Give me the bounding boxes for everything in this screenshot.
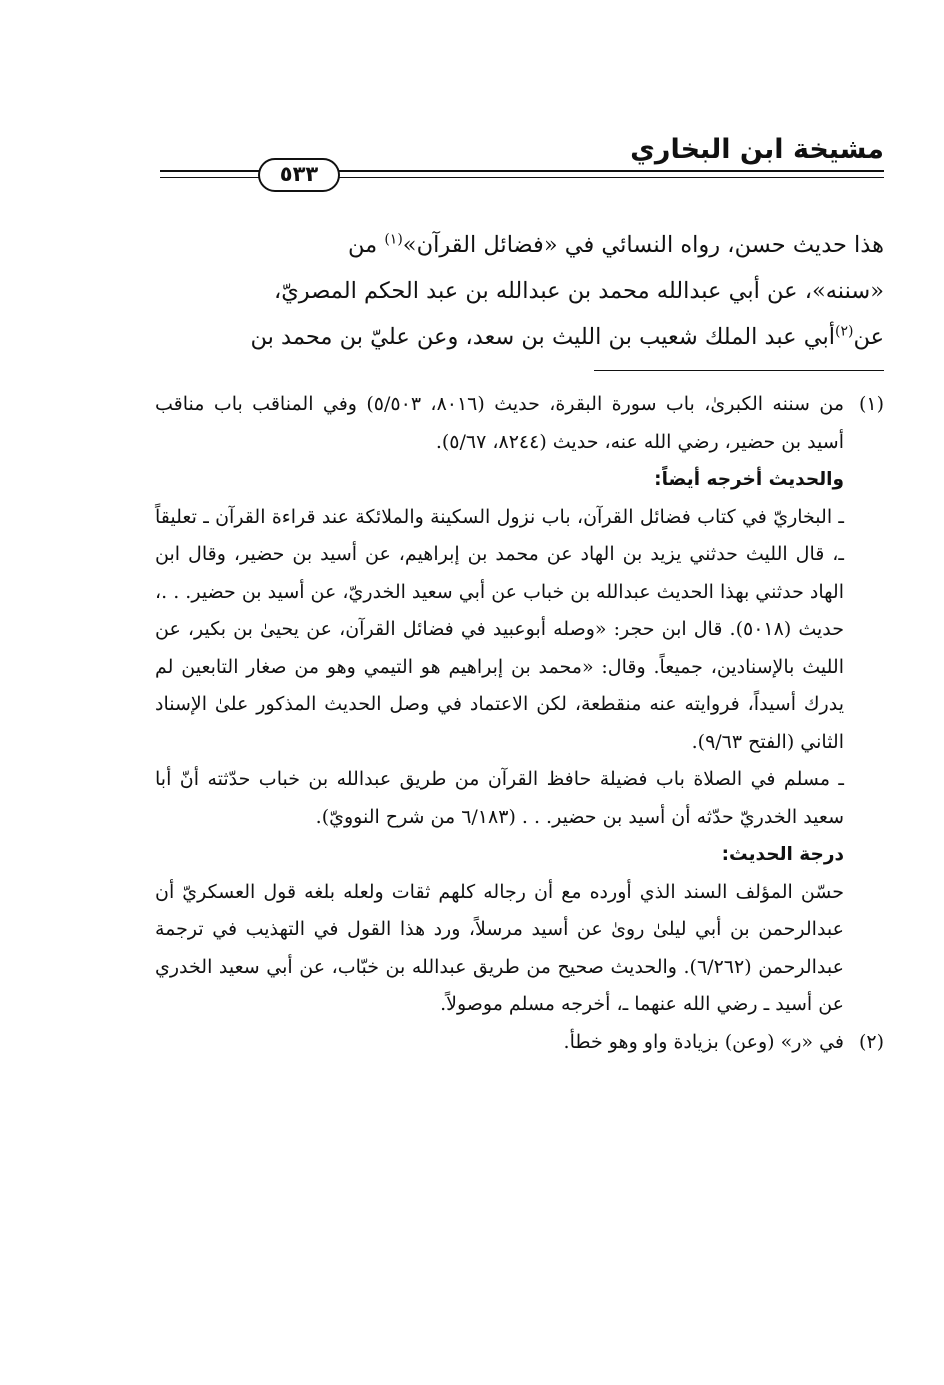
- main-line-3-text: أبي عبد الملك شعيب بن الليث بن سعد، وعن عليّ بن محمد بن: [250, 324, 835, 350]
- footnote-1-heading-other: والحديث أخرجه أيضاً:: [654, 469, 844, 490]
- footnotes: [155, 386, 884, 1061]
- main-line-3-head: عن: [853, 324, 884, 350]
- main-line-1: [155, 222, 884, 268]
- main-line-1-tail: من: [347, 232, 378, 258]
- footnote-1-grade: حسّن المؤلف السند الذي أورده مع أن رجاله كلهم ثقات ولعله بلغه قول العسكريّ أن عبدالرحمن بن أبي ليلىٰ روىٰ عن أسيد مرسلاً، ورد هذا القول في التهذيب في ترجمة عبدالرحمن (٦/٢٦٢). والحديث صحيح من طريق عبدالله بن خبّاب، عن أبي سعيد الخدري عن أسيد ـ رضي الله عنهما ـ، أخرجه مسلم موصولاً.: [155, 880, 844, 1015]
- footnote-1-heading-grade: درجة الحديث:: [721, 844, 844, 865]
- footnote-separator: [594, 370, 884, 371]
- footnote-1: [155, 386, 884, 1024]
- footnote-2-text: في «ر» (وعن) بزيادة واو وهو خطأ.: [563, 1030, 844, 1053]
- footnote-ref-1: (١): [384, 231, 403, 248]
- footnote-1-muslim: ـ مسلم في الصلاة باب فضيلة حافظ القرآن من طريق عبدالله بن خباب حدّثته أنّ أبا سعيد الخدريّ حدّثه أن أسيد بن حضير. . . (٦/١٨٣ من شرح النوويّ).: [155, 768, 844, 828]
- main-line-1-text: هذا حديث حسن، رواه النسائي في «فضائل القرآن»: [402, 232, 884, 258]
- main-line-3: [155, 314, 884, 360]
- footnote-1-number: (١): [858, 393, 884, 415]
- footnote-1-intro: من سننه الكبرىٰ، باب سورة البقرة، حديث (٨٠١٦، ٥/٥٠٣) وفي المناقب باب مناقب أسيد بن حضير، رضي الله عنه، حديث (٨٢٤٤، ٥/٦٧).: [155, 393, 845, 453]
- footnote-1-bukhari: ـ البخاريّ في كتاب فضائل القرآن، باب نزول السكينة والملائكة عند قراءة القرآن ـ تعليقاً ـ، قال الليث حدثني يزيد بن الهاد عن محمد بن إبراهيم، عن أسيد بن حضير، وقال ابن الهاد حدثني بهذا الحديث عبدالله بن خباب عن أبي سعيد الخدريّ، عن أسيد بن حضير. . .، حديث (٥٠١٨). قال ابن حجر: «وصله أبوعبيد في فضائل القرآن، عن يحيىٰ بن بكير، عن الليث بالإسنادين، جميعاً. وقال: «محمد بن إبراهيم هو التيمي وهو من صغار التابعين لم يدرك أسيداً، فروايته عنه منقطعة، لكن الاعتماد في وصل الحديث المذكور علىٰ الإسناد الثاني (الفتح ٩/٦٣).: [155, 505, 844, 753]
- main-text: [155, 222, 884, 360]
- footnote-2-number: (٢): [858, 1030, 884, 1053]
- footnote-ref-2: (٢): [834, 323, 854, 340]
- main-line-2: «سننه»، عن أبي عبدالله محمد بن عبدالله بن عبد الحكم المصريّ،: [273, 278, 884, 304]
- footnote-2: [155, 1024, 884, 1062]
- running-title: مشيخة ابن البخاري: [630, 134, 884, 165]
- page-number: ٥٣٣: [258, 158, 340, 192]
